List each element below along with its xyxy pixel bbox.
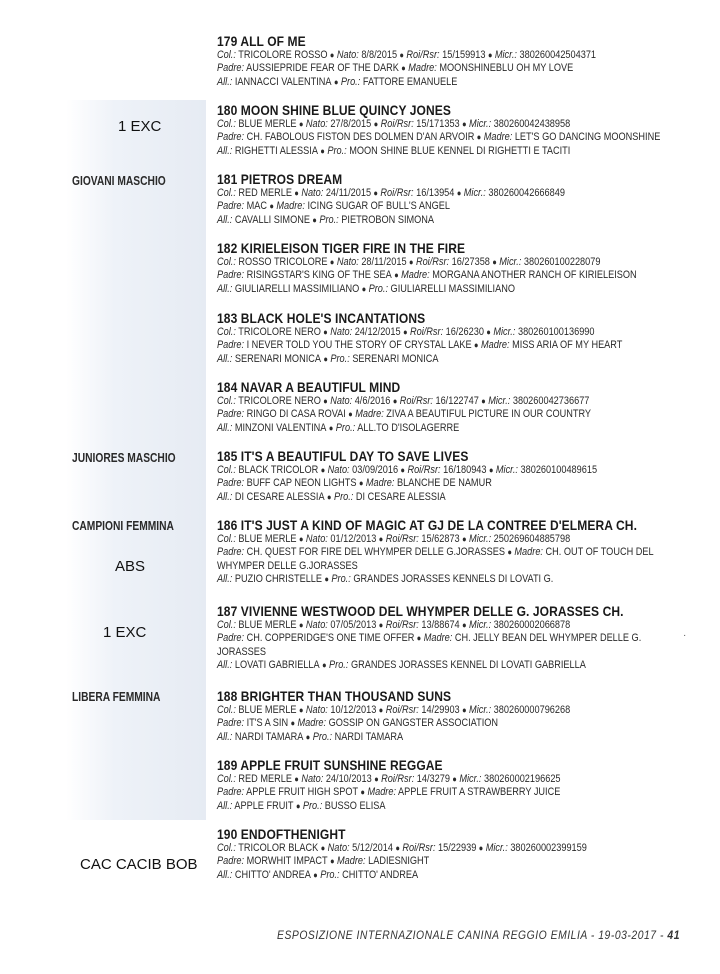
microchip-value: 380260100489615 — [520, 464, 598, 476]
registry-label: Roi/Rsr: — [415, 256, 450, 268]
entry-parents-line: Padre: CH. COPPERIDGE'S ONE TIME OFFER ● Madre: CH. JELLY BEAN DEL WHYMPER DELLE G. — [217, 632, 642, 645]
microchip-value: 380260042736677 — [512, 395, 590, 407]
breeder-value: FATTORE EMANUELE — [362, 75, 458, 88]
dog-entry-189 — [217, 757, 707, 813]
color-value: BLUE MERLE — [238, 704, 297, 716]
result-187: 1 EXC — [103, 624, 147, 641]
color-label: Col.: — [217, 326, 236, 338]
scan-speck: · — [683, 630, 687, 641]
microchip-label: Micr.: — [469, 704, 492, 716]
microchip-label: Micr.: — [485, 842, 508, 854]
breeder-value: GRANDES JORASSES KENNELS DI LOVATI G. — [353, 572, 554, 585]
breeder-label: Pro.: — [333, 490, 354, 503]
color-label: Col.: — [217, 395, 236, 407]
color-value: RED MERLE — [238, 187, 292, 199]
color-label: Col.: — [217, 619, 236, 631]
sire-label: Padre: — [217, 717, 245, 730]
dog-entry-186 — [217, 517, 707, 586]
owner-label: All.: — [217, 421, 233, 434]
breeder-value: NARDI TAMARA — [334, 730, 404, 743]
born-label: Nato: — [336, 49, 359, 61]
result-186: ABS — [115, 558, 146, 575]
sire-value: BUFF CAP NEON LIGHTS — [246, 477, 357, 490]
dam-label: Madre: — [367, 786, 397, 799]
color-value: TRICOLORE NERO — [238, 395, 321, 407]
microchip-label: Micr.: — [463, 187, 486, 199]
sire-label: Padre: — [217, 269, 245, 282]
entry-details-line: Col.: BLACK TRICOLOR ● Nato: 03/09/2016 ● Roi/Rsr: 16/180943 ● Micr.: 380260100489615 — [217, 464, 598, 476]
dog-entry-184 — [217, 379, 707, 435]
microchip-label: Micr.: — [469, 619, 492, 631]
entry-parents-line: Padre: RINGO DI CASA ROVAI ● Madre: ZIVA A BEAUTIFUL PICTURE IN OUR COUNTRY — [217, 408, 592, 421]
color-label: Col.: — [217, 704, 236, 716]
entry-owner-line: All.: SERENARI MONICA ● Pro.: SERENARI MONICA — [217, 352, 439, 365]
registry-label: Roi/Rsr: — [380, 118, 414, 130]
registry-label: Roi/Rsr: — [385, 704, 419, 716]
born-value: 8/8/2015 — [361, 49, 398, 61]
microchip-label: Micr.: — [459, 773, 482, 785]
microchip-label: Micr.: — [499, 256, 522, 268]
breeder-value: BUSSO ELISA — [324, 799, 386, 812]
microchip-value: 380260042438958 — [493, 118, 571, 130]
dog-entry-181 — [217, 171, 707, 227]
color-label: Col.: — [217, 49, 236, 61]
dam-label: Madre: — [408, 62, 437, 75]
dam-value-continued: JORASSES — [217, 645, 266, 658]
sire-label: Padre: — [217, 131, 245, 144]
registry-value: 15/171353 — [416, 118, 460, 130]
dam-value: MORGANA ANOTHER RANCH OF KIRIELEISON — [432, 269, 637, 282]
color-label: Col.: — [217, 118, 236, 130]
dog-entry-182 — [217, 240, 707, 296]
sire-value: RISINGSTAR'S KING OF THE SEA — [246, 269, 392, 282]
registry-label: Roi/Rsr: — [385, 533, 419, 545]
sire-value: MORWHIT IMPACT — [246, 855, 328, 868]
entry-owner-line: All.: CHITTO' ANDREA ● Pro.: CHITTO' ANDREA — [217, 868, 419, 881]
breeder-value: PIETROBON SIMONA — [341, 213, 435, 226]
sire-value: MAC — [246, 200, 267, 213]
registry-label: Roi/Rsr: — [399, 395, 433, 407]
breeder-label: Pro.: — [340, 75, 361, 88]
born-value: 28/11/2015 — [361, 256, 407, 268]
registry-value: 15/159913 — [442, 49, 486, 61]
born-label: Nato: — [330, 326, 353, 338]
owner-value: GIULIARELLI MASSIMILIANO — [234, 282, 360, 295]
entry-title: 187 VIVIENNE WESTWOOD DEL WHYMPER DELLE G. JORASSES CH. — [217, 603, 624, 619]
registry-value: 16/26230 — [445, 326, 484, 338]
dam-value: CH. JELLY BEAN DEL WHYMPER DELLE G. — [454, 632, 642, 645]
category-campioni-femmina: CAMPIONI FEMMINA — [72, 519, 174, 533]
registry-label: Roi/Rsr: — [409, 326, 444, 338]
breeder-value: MOON SHINE BLUE KENNEL DI RIGHETTI E TACITI — [349, 144, 571, 157]
dam-label: Madre: — [401, 269, 430, 282]
sire-value: CH. QUEST FOR FIRE DEL WHYMPER DELLE G.JORASSES — [246, 546, 506, 559]
sire-value: CH. COPPERIDGE'S ONE TIME OFFER — [246, 632, 415, 645]
dog-entry-185 — [217, 448, 707, 504]
color-value: TRICOLORE ROSSO — [238, 49, 328, 61]
color-value: BLUE MERLE — [238, 118, 297, 130]
owner-value: RIGHETTI ALESSIA — [234, 144, 318, 157]
entry-title: 189 APPLE FRUIT SUNSHINE REGGAE — [217, 757, 443, 773]
entry-parents-line: Padre: MORWHIT IMPACT ● Madre: LADIESNIGHT — [217, 855, 430, 868]
registry-value: 15/62873 — [421, 533, 460, 545]
registry-value: 15/22939 — [438, 842, 477, 854]
breeder-label: Pro.: — [331, 572, 351, 585]
entry-parents-line: Padre: I NEVER TOLD YOU THE STORY OF CRYSTAL LAKE ● Madre: MISS ARIA OF MY HEART — [217, 339, 623, 352]
microchip-value: 380260002066878 — [493, 619, 571, 631]
microchip-value: 380260002399159 — [510, 842, 587, 854]
entry-details-line: Col.: BLUE MERLE ● Nato: 10/12/2013 ● Roi/Rsr: 14/29903 ● Micr.: 380260000796268 — [217, 704, 571, 716]
owner-label: All.: — [217, 490, 233, 503]
color-value: ROSSO TRICOLORE — [238, 256, 328, 268]
sire-label: Padre: — [217, 546, 245, 559]
owner-label: All.: — [217, 572, 233, 585]
entry-owner-line: All.: RIGHETTI ALESSIA ● Pro.: MOON SHINE BLUE KENNEL DI RIGHETTI E TACITI — [217, 144, 571, 157]
entry-details-line: Col.: ROSSO TRICOLORE ● Nato: 28/11/2015 ● Roi/Rsr: 16/27358 ● Micr.: 380260100228079 — [217, 256, 601, 268]
breeder-value: CHITTO' ANDREA — [342, 868, 419, 881]
entry-parents-line: Padre: CH. FABOLOUS FISTON DES DOLMEN D'AN ARVOIR ● Madre: LET'S GO DANCING MOONSHINE — [217, 131, 661, 144]
microchip-label: Micr.: — [488, 395, 511, 407]
dam-label: Madre: — [480, 339, 510, 352]
sire-label: Padre: — [217, 855, 245, 868]
sire-label: Padre: — [217, 632, 245, 645]
category-juniores-maschio: JUNIORES MASCHIO — [72, 451, 176, 465]
entry-details-line: Col.: TRICOLORE NERO ● Nato: 4/6/2016 ● Roi/Rsr: 16/122747 ● Micr.: 380260042736677 — [217, 395, 590, 407]
sire-label: Padre: — [217, 339, 245, 352]
owner-label: All.: — [217, 658, 233, 671]
dam-label: Madre: — [423, 632, 453, 645]
registry-label: Roi/Rsr: — [381, 773, 415, 785]
breeder-value: ALL.TO D'ISOLAGERRE — [357, 421, 460, 434]
color-label: Col.: — [217, 842, 236, 854]
owner-label: All.: — [217, 352, 233, 365]
born-value: 24/12/2015 — [354, 326, 401, 338]
born-label: Nato: — [301, 773, 324, 785]
registry-value: 16/27358 — [451, 256, 490, 268]
color-label: Col.: — [217, 187, 236, 199]
owner-value: PUZIO CHRISTELLE — [234, 572, 323, 585]
entry-parents-continued — [217, 646, 619, 659]
dog-entry-188 — [217, 688, 707, 744]
sire-value: APPLE FRUIT HIGH SPOT — [246, 786, 359, 799]
entry-owner-line: All.: DI CESARE ALESSIA ● Pro.: DI CESARE ALESSIA — [217, 490, 446, 503]
page-number: 41 — [667, 930, 681, 942]
entry-parents-line: Padre: CH. QUEST FOR FIRE DEL WHYMPER DELLE G.JORASSES ● Madre: CH. OUT OF TOUCH DEL — [217, 546, 654, 559]
entry-parents-line: Padre: APPLE FRUIT HIGH SPOT ● Madre: APPLE FRUIT A STRAWBERRY JUICE — [217, 786, 561, 799]
color-value: BLACK TRICOLOR — [238, 464, 319, 476]
color-label: Col.: — [217, 773, 236, 785]
microchip-value: 380260042504371 — [519, 49, 597, 61]
entry-title: 190 ENDOFTHENIGHT — [217, 826, 346, 842]
dam-label: Madre: — [355, 408, 384, 421]
owner-label: All.: — [217, 213, 233, 226]
breeder-label: Pro.: — [302, 799, 323, 812]
owner-value: LOVATI GABRIELLA — [234, 658, 320, 671]
born-label: Nato: — [327, 842, 350, 854]
registry-label: Roi/Rsr: — [402, 842, 436, 854]
sire-value: RINGO DI CASA ROVAI — [246, 408, 346, 421]
color-value: TRICOLORE NERO — [238, 326, 321, 338]
entry-owner-line: All.: IANNACCI VALENTINA ● Pro.: FATTORE EMANUELE — [217, 75, 458, 88]
born-label: Nato: — [305, 533, 328, 545]
born-label: Nato: — [327, 464, 350, 476]
entry-owner-line: All.: CAVALLI SIMONE ● Pro.: PIETROBON SIMONA — [217, 213, 435, 226]
dog-entry-179 — [217, 33, 707, 89]
color-value: BLUE MERLE — [238, 619, 297, 631]
registry-label: Roi/Rsr: — [380, 187, 414, 199]
entry-owner-line: All.: NARDI TAMARA ● Pro.: NARDI TAMARA — [217, 730, 404, 743]
entry-details-line: Col.: RED MERLE ● Nato: 24/11/2015 ● Roi/Rsr: 16/13954 ● Micr.: 380260042666849 — [217, 187, 565, 199]
owner-label: All.: — [217, 75, 233, 88]
owner-value: DI CESARE ALESSIA — [234, 490, 325, 503]
owner-label: All.: — [217, 282, 233, 295]
dam-label: Madre: — [276, 200, 305, 213]
microchip-label: Micr.: — [469, 533, 492, 545]
entry-parents-line: Padre: MAC ● Madre: ICING SUGAR OF BULL'S ANGEL — [217, 200, 450, 213]
entry-details-line: Col.: BLUE MERLE ● Nato: 07/05/2013 ● Roi/Rsr: 13/88674 ● Micr.: 380260002066878 — [217, 619, 571, 631]
breeder-label: Pro.: — [312, 730, 333, 743]
born-label: Nato: — [305, 704, 328, 716]
entry-title: 181 PIETROS DREAM — [217, 171, 343, 187]
entry-owner-line: All.: PUZIO CHRISTELLE ● Pro.: GRANDES JORASSES KENNELS DI LOVATI G. — [217, 572, 554, 585]
entry-title: 185 IT'S A BEAUTIFUL DAY TO SAVE LIVES — [217, 448, 469, 464]
registry-label: Roi/Rsr: — [406, 49, 440, 61]
color-value: TRICOLOR BLACK — [238, 842, 319, 854]
born-value: 07/05/2013 — [330, 619, 377, 631]
entry-title: 179 ALL OF ME — [217, 33, 306, 49]
breeder-value: SERENARI MONICA — [352, 352, 439, 365]
born-label: Nato: — [305, 118, 328, 130]
entry-parents-line: Padre: BUFF CAP NEON LIGHTS ● Madre: BLANCHE DE NAMUR — [217, 477, 492, 490]
entry-parents-line: Padre: RISINGSTAR'S KING OF THE SEA ● Madre: MORGANA ANOTHER RANCH OF KIRIELEISON — [217, 269, 637, 282]
breeder-value: GIULIARELLI MASSIMILIANO — [390, 282, 515, 295]
breeder-label: Pro.: — [335, 421, 356, 434]
breeder-label: Pro.: — [327, 144, 347, 157]
microchip-label: Micr.: — [493, 326, 516, 338]
born-value: 24/10/2013 — [325, 773, 372, 785]
entry-owner-line: All.: APPLE FRUIT ● Pro.: BUSSO ELISA — [217, 799, 386, 812]
registry-value: 14/29903 — [421, 704, 460, 716]
microchip-label: Micr.: — [469, 118, 492, 130]
color-value: RED MERLE — [238, 773, 292, 785]
sire-label: Padre: — [217, 786, 245, 799]
owner-label: All.: — [217, 868, 233, 881]
microchip-value: 380260002196625 — [483, 773, 561, 785]
entry-title: 180 MOON SHINE BLUE QUINCY JONES — [217, 102, 452, 118]
color-label: Col.: — [217, 464, 236, 476]
category-libera-femmina: LIBERA FEMMINA — [72, 690, 161, 704]
microchip-value: 380260042666849 — [488, 187, 565, 199]
owner-value: APPLE FRUIT — [234, 799, 294, 812]
dam-value: MOONSHINEBLU OH MY LOVE — [439, 62, 574, 75]
microchip-value: 380260100136990 — [517, 326, 595, 338]
born-label: Nato: — [336, 256, 359, 268]
sire-label: Padre: — [217, 200, 245, 213]
dog-entry-180 — [217, 102, 707, 158]
owner-value: NARDI TAMARA — [234, 730, 304, 743]
breeder-label: Pro.: — [319, 213, 339, 226]
dam-label: Madre: — [514, 546, 543, 559]
entry-details-line: Col.: BLUE MERLE ● Nato: 27/8/2015 ● Roi/Rsr: 15/171353 ● Micr.: 380260042438958 — [217, 118, 571, 130]
microchip-value: 250269604885798 — [493, 533, 571, 545]
entry-parents-continued — [217, 560, 619, 573]
entry-owner-line: All.: MINZONI VALENTINA ● Pro.: ALL.TO D'ISOLAGERRE — [217, 421, 460, 434]
sire-label: Padre: — [217, 62, 245, 75]
entry-title: 183 BLACK HOLE'S INCANTATIONS — [217, 310, 426, 326]
microchip-label: Micr.: — [495, 464, 518, 476]
sire-value: IT'S A SIN — [246, 717, 289, 730]
footer-text: ESPOSIZIONE INTERNAZIONALE CANINA REGGIO EMILIA - 19-03-2017 - — [277, 930, 668, 942]
dam-value: CH. OUT OF TOUCH DEL — [545, 546, 654, 559]
registry-value: 14/3279 — [416, 773, 450, 785]
result-180: 1 EXC — [118, 118, 162, 135]
owner-label: All.: — [217, 730, 233, 743]
entry-parents-line: Padre: AUSSIEPRIDE FEAR OF THE DARK ● Madre: MOONSHINEBLU OH MY LOVE — [217, 62, 574, 75]
entry-parents-line: Padre: IT'S A SIN ● Madre: GOSSIP ON GANGSTER ASSOCIATION — [217, 717, 499, 730]
entry-details-line: Col.: TRICOLOR BLACK ● Nato: 5/12/2014 ● Roi/Rsr: 15/22939 ● Micr.: 380260002399159 — [217, 842, 587, 854]
entry-owner-line: All.: LOVATI GABRIELLA ● Pro.: GRANDES JORASSES KENNEL DI LOVATI GABRIELLA — [217, 658, 586, 671]
dam-label: Madre: — [483, 131, 513, 144]
born-value: 27/8/2015 — [330, 118, 372, 130]
color-label: Col.: — [217, 533, 236, 545]
microchip-label: Micr.: — [494, 49, 517, 61]
breeder-label: Pro.: — [329, 658, 349, 671]
born-label: Nato: — [305, 619, 328, 631]
dam-value: LET'S GO DANCING MOONSHINE — [514, 131, 661, 144]
dog-entry-190 — [217, 826, 707, 882]
entry-title: 182 KIRIELEISON TIGER FIRE IN THE FIRE — [217, 240, 466, 256]
entry-details-line: Col.: TRICOLORE ROSSO ● Nato: 8/8/2015 ● Roi/Rsr: 15/159913 ● Micr.: 380260042504371 — [217, 49, 597, 61]
entry-details-line: Col.: BLUE MERLE ● Nato: 01/12/2013 ● Roi/Rsr: 15/62873 ● Micr.: 250269604885798 — [217, 533, 571, 545]
result-190: CAC CACIB BOB — [80, 856, 198, 873]
owner-value: IANNACCI VALENTINA — [234, 75, 332, 88]
registry-value: 16/180943 — [443, 464, 487, 476]
breeder-label: Pro.: — [368, 282, 389, 295]
dam-value: ICING SUGAR OF BULL'S ANGEL — [307, 200, 450, 213]
page-footer — [277, 930, 680, 942]
color-value: BLUE MERLE — [238, 533, 297, 545]
born-value: 24/11/2015 — [325, 187, 372, 199]
born-value: 5/12/2014 — [352, 842, 393, 854]
microchip-value: 380260000796268 — [493, 704, 571, 716]
entry-title: 186 IT'S JUST A KIND OF MAGIC AT GJ DE LA CONTREE D'ELMERA CH. — [217, 517, 638, 533]
dog-entry-187 — [217, 603, 707, 672]
owner-value: SERENARI MONICA — [234, 352, 321, 365]
category-giovani-maschio: GIOVANI MASCHIO — [72, 174, 166, 188]
dog-entry-183 — [217, 310, 707, 366]
registry-value: 16/122747 — [435, 395, 479, 407]
born-value: 03/09/2016 — [352, 464, 399, 476]
registry-value: 16/13954 — [416, 187, 455, 199]
dam-value: ZIVA A BEAUTIFUL PICTURE IN OUR COUNTRY — [386, 408, 592, 421]
breeder-label: Pro.: — [320, 868, 340, 881]
sire-value: I NEVER TOLD YOU THE STORY OF CRYSTAL LAKE — [246, 339, 472, 352]
entry-details-line: Col.: RED MERLE ● Nato: 24/10/2013 ● Roi/Rsr: 14/3279 ● Micr.: 380260002196625 — [217, 773, 561, 785]
sire-value: CH. FABOLOUS FISTON DES DOLMEN D'AN ARVOIR — [246, 131, 475, 144]
microchip-value: 380260100228079 — [523, 256, 601, 268]
sire-label: Padre: — [217, 477, 245, 490]
owner-label: All.: — [217, 799, 233, 812]
entry-title: 184 NAVAR A BEAUTIFUL MIND — [217, 379, 401, 395]
sire-value: AUSSIEPRIDE FEAR OF THE DARK — [246, 62, 399, 75]
born-value: 01/12/2013 — [330, 533, 377, 545]
dam-label: Madre: — [297, 717, 327, 730]
dam-label: Madre: — [365, 477, 395, 490]
born-value: 4/6/2016 — [354, 395, 391, 407]
dam-value: MISS ARIA OF MY HEART — [512, 339, 623, 352]
born-label: Nato: — [330, 395, 353, 407]
owner-label: All.: — [217, 144, 233, 157]
dam-value: BLANCHE DE NAMUR — [397, 477, 492, 490]
dam-value-continued: WHYMPER DELLE G.JORASSES — [217, 559, 358, 572]
owner-value: CAVALLI SIMONE — [234, 213, 310, 226]
registry-value: 13/88674 — [421, 619, 460, 631]
color-label: Col.: — [217, 256, 236, 268]
breeder-label: Pro.: — [330, 352, 350, 365]
entry-details-line: Col.: TRICOLORE NERO ● Nato: 24/12/2015 ● Roi/Rsr: 16/26230 ● Micr.: 380260100136990 — [217, 326, 595, 338]
registry-label: Roi/Rsr: — [385, 619, 419, 631]
breeder-value: GRANDES JORASSES KENNEL DI LOVATI GABRIELLA — [350, 658, 586, 671]
entry-owner-line: All.: GIULIARELLI MASSIMILIANO ● Pro.: GIULIARELLI MASSIMILIANO — [217, 282, 515, 295]
breeder-value: DI CESARE ALESSIA — [355, 490, 446, 503]
owner-value: CHITTO' ANDREA — [234, 868, 311, 881]
registry-label: Roi/Rsr: — [407, 464, 441, 476]
born-label: Nato: — [301, 187, 324, 199]
dam-label: Madre: — [337, 855, 366, 868]
dam-value: GOSSIP ON GANGSTER ASSOCIATION — [328, 717, 499, 730]
dam-value: APPLE FRUIT A STRAWBERRY JUICE — [398, 786, 561, 799]
owner-value: MINZONI VALENTINA — [234, 421, 327, 434]
sire-label: Padre: — [217, 408, 245, 421]
entry-title: 188 BRIGHTER THAN THOUSAND SUNS — [217, 688, 452, 704]
born-value: 10/12/2013 — [330, 704, 377, 716]
dam-value: LADIESNIGHT — [368, 855, 430, 868]
